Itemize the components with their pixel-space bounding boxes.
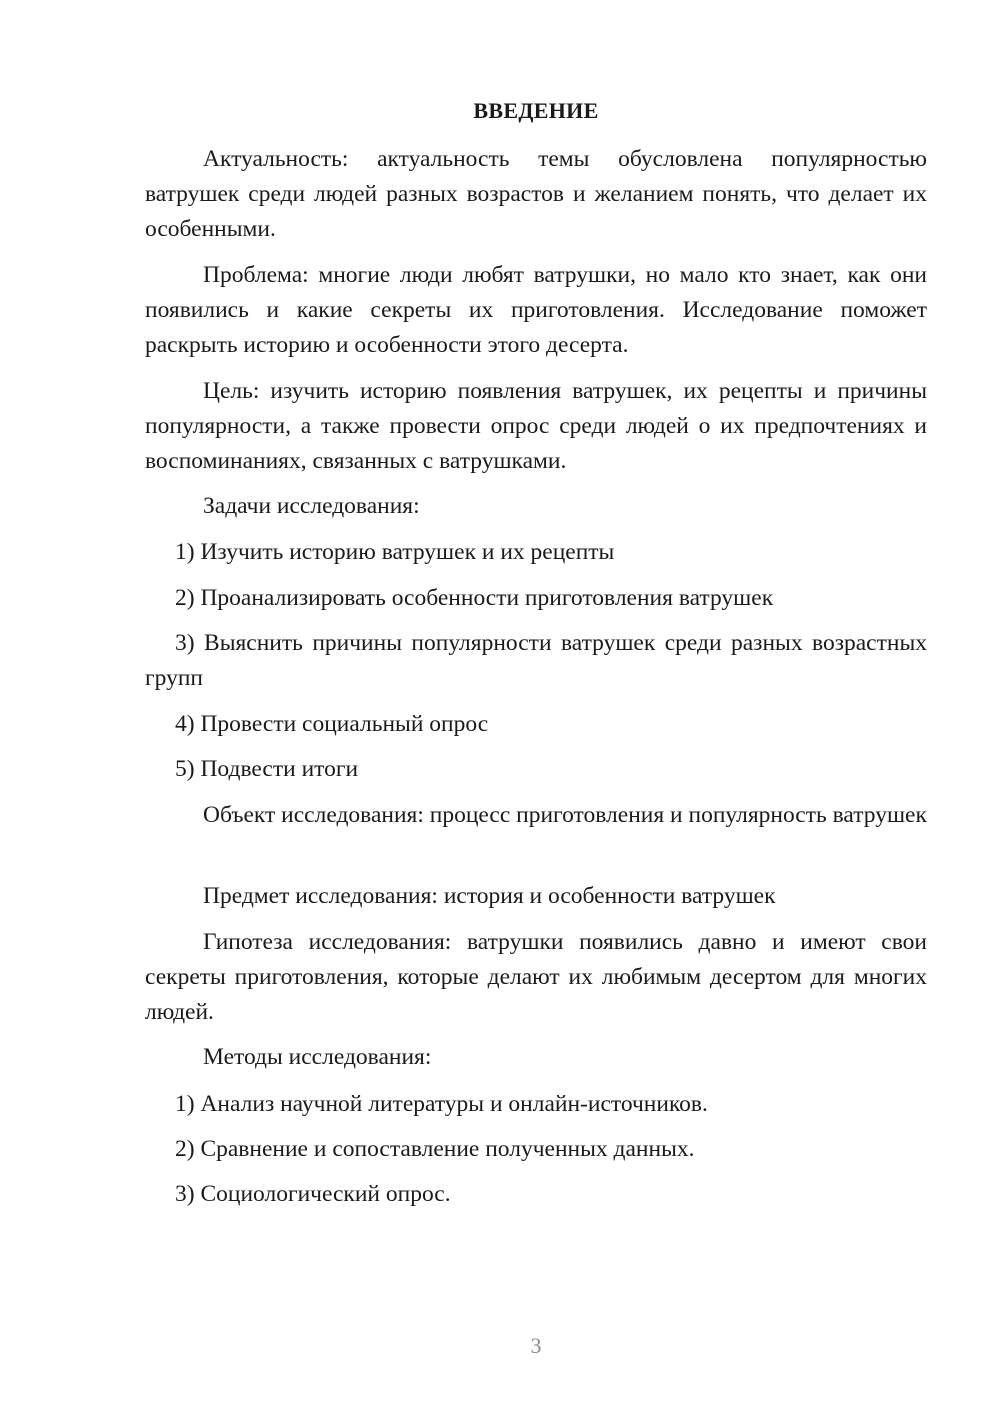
task-item-5: 5) Подвести итоги — [175, 756, 359, 782]
goal-paragraph: Цель: изучить историю появления ватрушек, их рецепты и причины популярности, а также провести опрос среди людей о их предпочтениях и воспоминаниях, связанных с ватрушками. — [145, 378, 927, 474]
task-item-4: 4) Провести социальный опрос — [175, 711, 489, 737]
task-item-2: 2) Проанализировать особенности приготовления ватрушек — [175, 585, 774, 611]
method-item-3: 3) Социологический опрос. — [175, 1181, 451, 1207]
task-item-3: 3) Выяснить причины популярности ватрушек среди разных возрастных групп — [145, 630, 927, 691]
subject-paragraph: Предмет исследования: история и особенности ватрушек — [203, 883, 776, 909]
tasks-heading: Задачи исследования: — [203, 493, 420, 519]
method-item-2: 2) Сравнение и сопоставление полученных данных. — [175, 1136, 695, 1162]
object-paragraph: Объект исследования: процесс приготовления и популярность ватрушек — [203, 802, 927, 828]
page-title: ВВЕДЕНИЕ — [473, 98, 599, 123]
method-item-1: 1) Анализ научной литературы и онлайн-источников. — [175, 1091, 708, 1117]
relevance-paragraph: Актуальность: актуальность темы обусловлена популярностью ватрушек среди людей разных возрастов и желанием понять, что делает их особенными. — [145, 146, 927, 242]
methods-heading: Методы исследования: — [203, 1044, 432, 1070]
problem-paragraph: Проблема: многие люди любят ватрушки, но мало кто знает, как они появились и какие секреты их приготовления. Исследование поможет раскрыть историю и особенности этого десерта. — [145, 262, 927, 358]
hypothesis-paragraph: Гипотеза исследования: ватрушки появились давно и имеют свои секреты приготовления, которые делают их любимым десертом для многих людей. — [145, 929, 927, 1025]
task-item-1: 1) Изучить историю ватрушек и их рецепты — [175, 539, 615, 565]
page-number: 3 — [530, 1333, 542, 1358]
